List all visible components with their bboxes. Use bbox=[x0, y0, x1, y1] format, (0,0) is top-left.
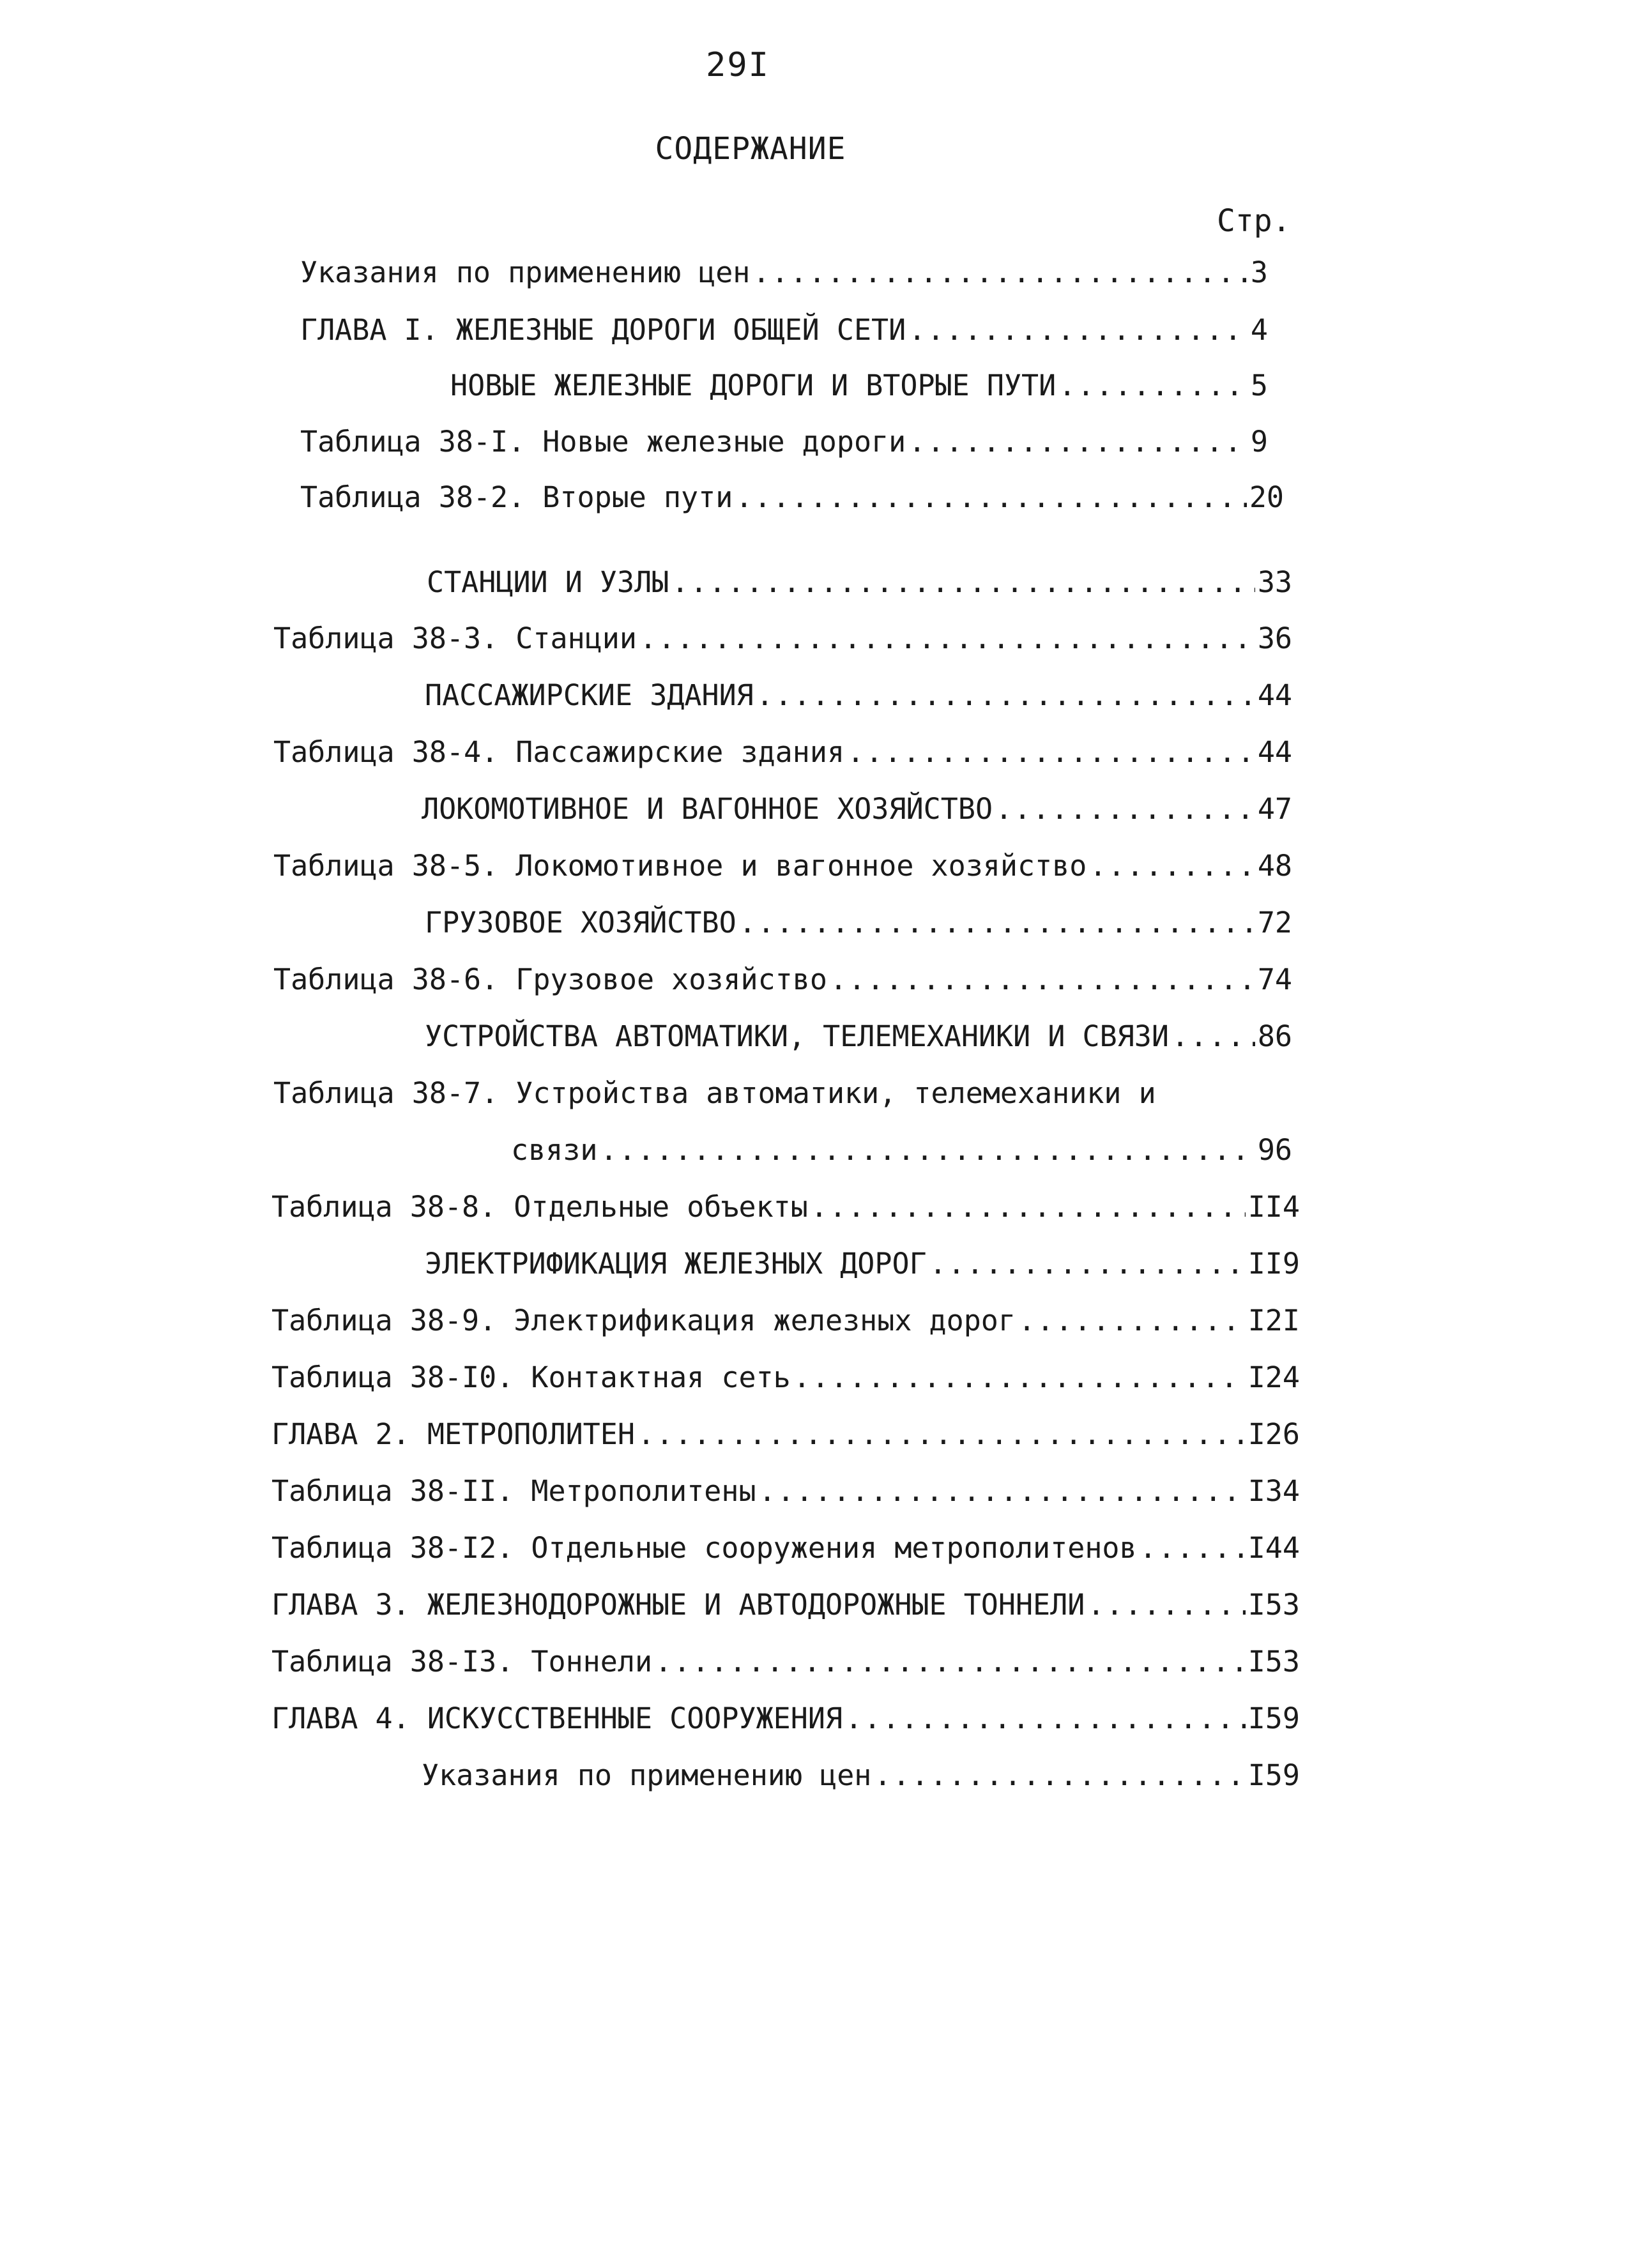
toc-entry-page: II4 bbox=[1247, 1190, 1300, 1224]
toc-entry-label: ГЛАВА 2. МЕТРОПОЛИТЕН bbox=[271, 1417, 635, 1451]
toc-entry-label: Таблица 38-I2. Отдельные сооружения метрополитенов bbox=[271, 1531, 1137, 1565]
dot-leader bbox=[759, 1471, 1246, 1512]
dot-leader bbox=[874, 1755, 1245, 1796]
toc-entry-page: 47 bbox=[1257, 792, 1292, 826]
toc-entry bbox=[271, 1698, 1300, 1739]
toc-entry-page: 96 bbox=[1257, 1133, 1292, 1167]
toc-entry-label: связи bbox=[511, 1133, 598, 1167]
toc-entry bbox=[273, 846, 1292, 887]
toc-entry-page: 72 bbox=[1257, 906, 1292, 940]
dot-leader bbox=[811, 1187, 1246, 1228]
toc-entry bbox=[273, 732, 1292, 773]
dot-leader bbox=[845, 1698, 1246, 1739]
toc-entry bbox=[300, 422, 1268, 462]
dot-leader bbox=[908, 422, 1248, 462]
page-number: 29I bbox=[706, 46, 770, 84]
toc-entry-page: 20 bbox=[1249, 480, 1284, 514]
toc-entry bbox=[425, 1244, 1300, 1284]
toc-entry-page: I24 bbox=[1247, 1360, 1300, 1394]
toc-entry-label: ГЛАВА I. ЖЕЛЕЗНЫЕ ДОРОГИ ОБЩЕЙ СЕТИ bbox=[300, 313, 906, 347]
toc-entry-page: 74 bbox=[1257, 963, 1292, 996]
dot-leader bbox=[908, 310, 1248, 351]
dot-leader bbox=[830, 959, 1255, 1000]
toc-entry bbox=[300, 252, 1268, 293]
toc-entry-page: I2I bbox=[1247, 1304, 1300, 1337]
toc-entry-page: 9 bbox=[1250, 425, 1268, 459]
dot-leader bbox=[735, 477, 1247, 518]
toc-entry-label: СТАНЦИИ И УЗЛЫ bbox=[427, 565, 669, 599]
dot-leader bbox=[793, 1357, 1246, 1398]
dot-leader bbox=[1087, 1585, 1245, 1625]
toc-entry bbox=[300, 310, 1268, 351]
toc-entry bbox=[425, 1016, 1292, 1057]
toc-entry-label: ЛОКОМОТИВНОЕ И ВАГОННОЕ ХОЗЯЙСТВО bbox=[422, 792, 993, 826]
toc-entry-page: 5 bbox=[1250, 369, 1268, 402]
dot-leader bbox=[1171, 1016, 1255, 1057]
toc-entry-page: I59 bbox=[1247, 1701, 1300, 1735]
dot-leader bbox=[1140, 1528, 1246, 1569]
dot-leader bbox=[752, 252, 1248, 293]
dot-leader bbox=[655, 1641, 1246, 1682]
toc-entry-page: 86 bbox=[1257, 1019, 1292, 1053]
toc-entry bbox=[273, 959, 1292, 1000]
toc-entry bbox=[422, 1755, 1300, 1796]
toc-entry-page: 44 bbox=[1257, 678, 1292, 712]
toc-entry-page: 3 bbox=[1250, 255, 1268, 289]
toc-entry bbox=[425, 675, 1292, 716]
dot-leader bbox=[639, 618, 1255, 659]
toc-entry-label: Таблица 38-4. Пассажирские здания bbox=[273, 735, 845, 769]
dot-leader bbox=[1018, 1300, 1246, 1341]
dot-leader bbox=[1058, 365, 1248, 406]
toc-entry-label: НОВЫЕ ЖЕЛЕЗНЫЕ ДОРОГИ И ВТОРЫЕ ПУТИ bbox=[450, 369, 1057, 402]
page-column-label: Стр. bbox=[1217, 203, 1291, 239]
toc-entry-page: I53 bbox=[1247, 1588, 1300, 1622]
toc-entry-label: Таблица 38-7. Устройства автоматики, телемеханики и bbox=[273, 1076, 1156, 1110]
toc-entry-label: ГЛАВА 3. ЖЕЛЕЗНОДОРОЖНЫЕ И АВТОДОРОЖНЫЕ ТОННЕЛИ bbox=[271, 1588, 1085, 1622]
toc-entry-label: Таблица 38-3. Станции bbox=[273, 621, 637, 655]
toc-entry-page: I34 bbox=[1247, 1474, 1300, 1508]
toc-entry-label: Таблица 38-5. Локомотивное и вагонное хозяйство bbox=[273, 849, 1087, 883]
toc-heading: СОДЕРЖАНИЕ bbox=[655, 131, 846, 167]
toc-entry bbox=[271, 1641, 1300, 1682]
toc-entry bbox=[511, 1130, 1292, 1171]
toc-entry bbox=[300, 477, 1284, 518]
toc-entry bbox=[450, 365, 1268, 406]
toc-entry bbox=[271, 1414, 1300, 1455]
toc-entry bbox=[271, 1187, 1300, 1228]
toc-entry-label: ГРУЗОВОЕ ХОЗЯЙСТВО bbox=[425, 906, 736, 940]
toc-entry-label: Таблица 38-2. Вторые пути bbox=[300, 480, 733, 514]
toc-entry bbox=[271, 1585, 1300, 1625]
dot-leader bbox=[671, 562, 1255, 603]
toc-entry-label: УСТРОЙСТВА АВТОМАТИКИ, ТЕЛЕМЕХАНИКИ И СВЯЗИ bbox=[425, 1019, 1169, 1053]
toc-entry-page: I59 bbox=[1247, 1758, 1300, 1792]
toc-entry-page: 4 bbox=[1250, 313, 1268, 347]
toc-entry-label: Таблица 38-9. Электрификация железных дорог bbox=[271, 1304, 1016, 1337]
dot-leader bbox=[847, 732, 1255, 773]
toc-entry-label: Таблица 38-I0. Контактная сеть bbox=[271, 1360, 791, 1394]
dot-leader bbox=[1089, 846, 1255, 887]
dot-leader bbox=[929, 1244, 1246, 1284]
toc-entry-page: 48 bbox=[1257, 849, 1292, 883]
dot-leader bbox=[756, 675, 1255, 716]
toc-entry-page: II9 bbox=[1247, 1247, 1300, 1281]
toc-entry-page: 36 bbox=[1257, 621, 1292, 655]
toc-entry bbox=[425, 902, 1292, 943]
toc-entry-page: 44 bbox=[1257, 735, 1292, 769]
dot-leader bbox=[739, 902, 1255, 943]
toc-entry-page: I44 bbox=[1247, 1531, 1300, 1565]
toc-entry-label: Таблица 38-II. Метрополитены bbox=[271, 1474, 756, 1508]
toc-entry bbox=[422, 789, 1292, 830]
dot-leader bbox=[600, 1130, 1255, 1171]
toc-entry bbox=[427, 562, 1292, 603]
toc-entry-label: Таблица 38-6. Грузовое хозяйство bbox=[273, 963, 827, 996]
toc-entry bbox=[271, 1528, 1300, 1569]
toc-entry-label: ПАССАЖИРСКИЕ ЗДАНИЯ bbox=[425, 678, 754, 712]
toc-entry-label: Таблица 38-8. Отдельные объекты bbox=[271, 1190, 808, 1224]
toc-entry-label: ЭЛЕКТРИФИКАЦИЯ ЖЕЛЕЗНЫХ ДОРОГ bbox=[425, 1247, 927, 1281]
toc-entry bbox=[273, 618, 1292, 659]
toc-entry-label: Таблица 38-I. Новые железные дороги bbox=[300, 425, 906, 459]
toc-entry-label: Указания по применению цен bbox=[422, 1758, 872, 1792]
toc-entry-label: Указания по применению цен bbox=[300, 255, 751, 289]
toc-entry-page: I53 bbox=[1247, 1645, 1300, 1678]
toc-entry-page: 33 bbox=[1257, 565, 1292, 599]
dot-leader bbox=[995, 789, 1255, 830]
toc-entry bbox=[271, 1300, 1300, 1341]
toc-entry-page: I26 bbox=[1247, 1417, 1300, 1451]
dot-leader bbox=[637, 1414, 1246, 1455]
toc-entry-label: ГЛАВА 4. ИСКУССТВЕННЫЕ СООРУЖЕНИЯ bbox=[271, 1701, 843, 1735]
toc-entry bbox=[271, 1471, 1300, 1512]
toc-entry-label: Таблица 38-I3. Тоннели bbox=[271, 1645, 653, 1678]
toc-entry bbox=[271, 1357, 1300, 1398]
